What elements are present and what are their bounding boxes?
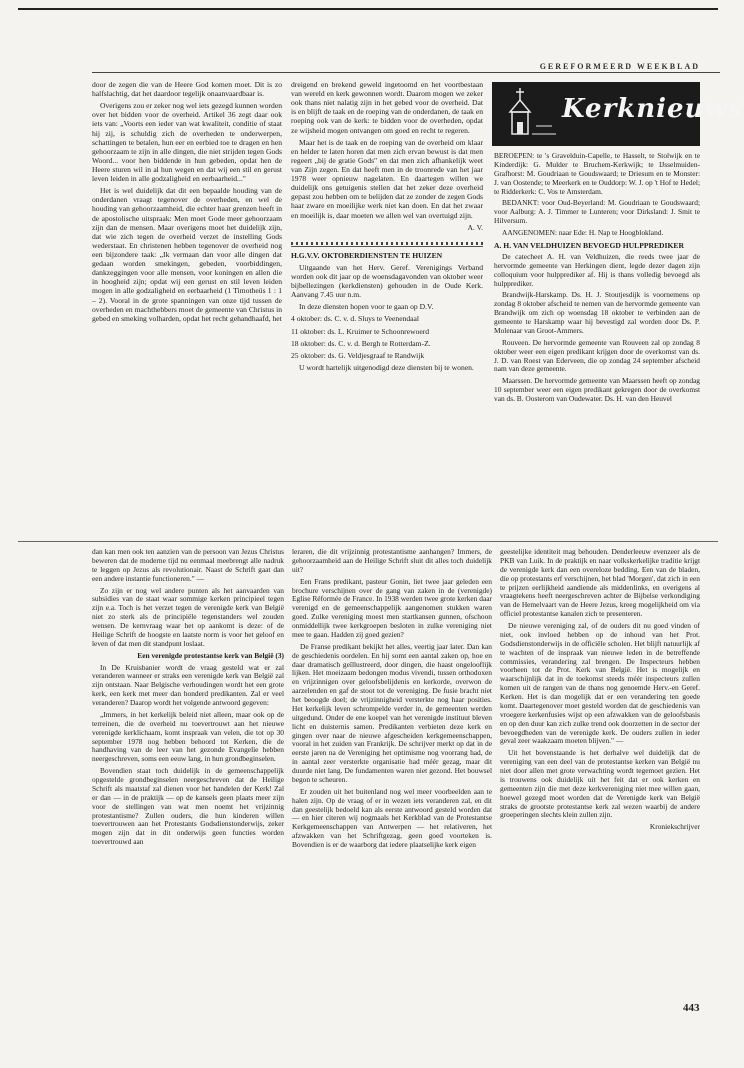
paragraph: In deze diensten hopen voor te gaan op D.V.: [299, 302, 434, 312]
lower-column-1: [92, 548, 284, 1008]
paragraph: Maar het is de taak en de roeping van de overheid om klaar en helder te laten horen dat men zich ervan bewust is dat men regeert „bij de gratie Gods" en dat men zich afhankelijk weet van Zijn zegen. En dat heeft men in de troonrede van het jaar 1978 weer opnieuw nagelaten. En daartegen willen we duidelijk ons getuigenis stellen dat het zeker deze overheid gepast zou hebben om te belijden dat ze zonder de zegen Gods haar zware en moeilijke werk niet kan doen. En dat het zwaar en moeilijk is, daar moeten we allen wel van overtuigd zijn.: [291, 137, 483, 220]
paragraph: Rouveen. De hervormde gemeente van Rouveen zal op zondag 8 oktober weer een eigen predikant krijgen door de overkomst van ds. J. D. van Roest van Ederveen, die op zondag 24 september afscheid nam van deze gemeente.: [494, 337, 700, 374]
page-number: 443: [683, 1002, 700, 1014]
paragraph: De Franse predikant bekijkt het alles, veertig jaar later. Dan kan de geschiedenis oordelen. En hij somt een aantal zaken op, hoe en daar dramatisch geïllustreerd, door dingen, die haast ongelooflijk lijken. Het moeizaam bedongen modus vivendi, tussen orthodoxen en vrijzinnigen over geloofsbelijdenis en kerkorde, overwon de aarzelenden en gaf de stoot tot de vereniging. De fusie bracht niet het beoogde doel; de vrijzinnigheid versterkte nog haar posities. Het kerkelijk leven schrompelde verder in, de gemeenten werden uitgedund. Onder de ene koepel van het verenigde instituut bleven licht en duisternis samen. Predikanten verbieten deze kerk en gingen over naar de nieuwe afgescheiden kerkgemeenschappen, vooral in het zuiden van Frankrijk. De schrijver merkt op dat in de eerste jaren na de Vereniging het optimisme nog voorrang had, de in aantal zeer versterkte organisatie had méér gezag, maar dit duurde niet lang. De fundamenten waren niet gezond. Het bouwsel begon te scheuren.: [292, 641, 492, 784]
list-item: 4 oktober: ds. C. v. d. Sluys te Veenendaal: [291, 314, 420, 324]
paragraph: Overigens zou er zeker nog wel iets gezegd kunnen worden over het bidden voor de overheid. Artikel 36 zegt daar ook iets van: „Voorts een ieder van wat kwaliteit, conditie of staat hij zij, is schuldig zich de overheden te onderwerpen, schattingen te betalen, hun eer en eerbied toe te dragen en hen gehoorzaam te zijn in alle dingen, die niet strijden tegen Gods Woord... voor hen biddende in hun gebeden, opdat hen de Heere sturen wil in al hun wegen en dat wij een stil en gerust leven leiden in alle godzaligheid en eerbaarheid...": [92, 101, 282, 184]
list-item: 11 oktober: ds. L. Kruimer te Schoonrewoerd: [291, 326, 430, 336]
paragraph: Bovendien staat toch duidelijk in de gemeenschappelijk opgestelde grondbeginselen neergeschreven dat de Heilige Schrift als maatstaf zal dienen voor het handelen der Kerk! Zal er dan — in de praktijk — op de kansels geen plaats meer zijn voor de stellingen van wat men noemt het vrijzinnig protestantisme? Zullen ouders, die hun kinderen willen toevertrouwen aan het Protestants Godsdienstonderwijs, zeker mogen zijn dat in dit onderwijs geen functies worden toevertrouwd aan: [92, 766, 284, 847]
signature: A. V.: [467, 222, 483, 232]
paragraph: geestelijke identiteit mag behouden. Denderleeuw evenzeer als de PKB van Luik. In de praktijk en naar volkskerkelijke traditie krijgt de verenigde kerk dan een overeloze bedding. Een van de bladen, die op protestants erf verschijnen, het blad 'Morgen', dat zich in een te prijzen eerlijkheid aandiende als middenlinks, en overigens al vraagtekens heeft neergeschreven achter de Bijbelse verkondiging van de Hemelvaart van de Heere Jezus, kreeg mogelijkheid om via officiel protestantse kanalen zich te presenteren.: [500, 547, 700, 619]
paragraph: Er zouden uit het buitenland nog wel meer voorbeelden aan te halen zijn. Op de vraag of er in wezen iets veranderen zal, en dit dan geestelijk bedoeld kan als eerste antwoord gesteld worden dat — en hier citeren wij nogmaals het Kerkblad van de Protestantse Kerkgemeenschappen van Antwerpen — het relativeren, het afzwakken van het Schriftgezag, geen goed voorteken is. Bovendien is er de waarborg dat iedere plaatselijke kerk eigen: [292, 786, 492, 849]
signature: Kroniekschrijver: [649, 822, 700, 832]
upper-column-3: [494, 152, 700, 538]
paragraph: In De Kruisbanier wordt de vraag gesteld wat er zal veranderen wanneer er straks een verenigde kerk van België zal zijn ontstaan. Naar Belgische verhoudingen wordt het een grote kerk, een kerk met meer dan honderd predikanten. Zal er veel veranderen? Daarop wordt het volgende antwoord gegeven:: [92, 662, 284, 707]
top-border: [18, 8, 718, 10]
section-title: H.G.V.V. OKTOBERDIENSTEN TE HUIZEN: [291, 250, 443, 260]
beroepen: BEROEPEN: te 's Gravelduin-Capelle, te Hasselt, te Stolwijk en te Kinderdijk: G. Mulder te Bruchem-Kerkwijk; te IJsselmuiden-Grafhorst: M. Goudriaan te Goudswaard; te Driesum en te Monster: J. van Oostende; te Meerkerk en te Ouddorp: W. J. op 't Hof te Hedel; te Ridderkerk: C. Vos te Amsterdam.: [494, 151, 700, 196]
list-item: 18 oktober: ds. C. v. d. Bergh te Rotterdam-Z.: [291, 338, 431, 348]
paragraph: „Immers, in het kerkelijk beleid niet alleen, maar ook op de terreinen, die de overheid nu toevertrouwt aan het nieuwe verenigde kerklichaam, komt inspraak van velen, die tot op 30 september 1978 nog hebben behoord tot Kerken, die de handhaving van de leer van het gezonde Evangelie hebben neergeschreven, soms een eeuw lang, in hun grondbeginselen.: [92, 709, 284, 764]
upper-column-1: [92, 80, 282, 538]
aangenomen: AANGENOMEN: naar Ede: H. Nap te Hoogblokland.: [502, 228, 664, 237]
paragraph: dan kan men ook ten aanzien van de persoon van Jezus Christus beweren dat de moderne tijd nu eenmaal meebrengt alle nadruk te leggen op Jezus als revolutionair. Naast de Schrift gaat dan een andere instantie functioneren." —: [92, 547, 284, 583]
bedankt: BEDANKT: voor Oud-Beyerland: M. Goudriaan te Goudswaard; voor Aalburg: A. J. Timmer te Lunteren; voor Dirksland: J. Smit te Hilversum.: [494, 198, 700, 226]
page-header: GEREFORMEERD WEEKBLAD: [539, 62, 700, 71]
church-icon: [496, 82, 566, 146]
upper-column-2: [291, 80, 483, 538]
section-rule: [18, 541, 718, 542]
paragraph: De catecheet A. H. van Veldhuizen, die reeds twee jaar de hervormde gemeente van Herkingen dient, legde dezer dagen zijn colloquium voor hulpprediker af. Hij is thans volledig bevoegd als hulpprediker.: [494, 251, 700, 288]
lower-column-3: [500, 548, 700, 988]
section-title: A. H. VAN VELDHUIZEN BEVOEGD HULPPREDIKER: [494, 240, 684, 250]
list-item: 25 oktober: ds. G. Veldjesgraaf te Randwijk: [291, 350, 425, 360]
paragraph: Een Frans predikant, pasteur Gonin, liet twee jaar geleden een brochure verschijnen over de gang van zaken in de (verenigde) Eglise Réformée de France. In 1938 werden twee grote kerken daar verenigd en de gemeenschappelijk aangenomen stukken waren goed. Zulke vereniging moest men startkansen gunnen, ofschoon onmiddellijk twee kerkgroepen besloten in zulke vereniging niet mee te gaan. Hadden zij goed gezien?: [292, 576, 492, 639]
header-rule: [92, 72, 720, 73]
banner-title: Kerknieuws: [562, 94, 744, 124]
ornament-divider: [291, 238, 483, 247]
paragraph: Brandwijk-Harskamp. Ds. H. J. Stoutjesdijk is voornemens op zondag 8 oktober afscheid te nemen van de hervormde gemeente van Brandwijk om zich op woensdag 18 oktober te verbinden aan de gemeente te Harskamp waar hij bevestigd zal worden door Ds. P. Molenaar van Groot-Ammers.: [494, 290, 700, 335]
paragraph: leraren, die dit vrijzinnig protestantisme aanhangen? Immers, de gehoorzaamheid aan de Heilige Schrift sluit dit alles toch duidelijk uit?: [292, 547, 492, 574]
paragraph: Zo zijn er nog wel andere punten als het aanvaarden van subsidies van de staat waar sommige kerken principieel tegen zijn e.a. Toch is het verzet tegen de verenigde kerk van België niet zo sterk als de principiële tegenstanders wel zouden wensen. De kernvraag waar het op aankomt is deze: of de Heilige Schrift de hoogste en laatste norm is voor het geloof en leven of dat men dit standpunt loslaat.: [92, 585, 284, 648]
paragraph: U wordt hartelijk uitgenodigd deze diensten bij te wonen.: [299, 362, 474, 372]
lower-column-2: [292, 548, 492, 1008]
paragraph: dreigend en brekend geweld ingetoomd en het voortbestaan van wereld en kerk gewonnen wordt. Daarom mogen we zeker ook thans niet nalatig zijn in het gebed voor de overheid. Dat is en blijft de taak en de roeping van de onderdanen, de taak en roeping ook van de kerk: te bidden voor de overheden, opdat ze wijsheid mogen ontvangen om goed en recht te regeren.: [291, 80, 483, 135]
paragraph: door de zegen die van de Heere God komen moet. Dit is zo halfslachtig, dat het daardoor tegelijk onaanvaardbaar is.: [92, 80, 282, 99]
paragraph: De nieuwe vereniging zal, of de ouders dit nu goed vinden of niet, ook invloed hebben op de inhoud van het Prot. Godsdienstonderwijs in de officiële scholen. Het blijft natuurlijk af te wachten of de inspraak van nieuwe leden in de betreffende commissies, verandering zal brengen. De Inspecteurs hebben voorheen tot de Prot. Kerk van België. Het is mogelijk en waarschijnlijk dat in de toekomst steeds méér inspecteurs zullen komen uit de rangen van de thans nog genoemde Herv.-en Geref. Kerken. Het is dan mogelijk dat er een verandering ten goede komt. Daartegenover moet gesteld worden dat de geschiedenis van vroegere kerkenfusies wijst op een afzwakken van de geloofsbasis en op den duur kan zich zulke trend ook doorzetten in de sector der bevoegdheden van de verenigde kerk. De ouders zullen in ieder geval zeer waakzaam moeten blijven." —: [500, 621, 700, 746]
kerknieuws-banner: [492, 82, 744, 146]
paragraph: Uitgaande van het Herv. Geref. Verenigings Verband worden ook dit jaar op de woensdagavonden van oktober weer bijbellezingen (kerkdiensten) gehouden in de Oude Kerk. Aanvang 7.45 uur n.m.: [291, 262, 483, 300]
paragraph: Het is wel duidelijk dat dit een bepaalde houding van de onderdanen vraagt tegenover de overheden, en wel de houding van gehoorzaamheid, die echter haar grenzen heeft in de apostolische uitspraak: Men moet Gode meer gehoorzaam zijn dan de mensen. Maar overigens moet het duidelijk zijn, dat wie zich tegen de overheid verzet de instelling Gods wederstaat. En christenen hebben tegenover de overheid nog een bijzondere taak: „Ik vermaan dan voor alle dingen dat gedaan worden smekingen, gebeden, voorbiddingen, dankzeggingen voor alle mensen, voor koningen en allen die in hoogheid zijn; opdat wij een gerust en stil leven leiden mogen in alle godzaligheid en eerbaarheid (1 Timotheüs 1 : 1 – 2). Vooral in de grote spanningen van onze tijd tussen de overheden en machthebbers moet de gemeente van Christus in gebed en smeking volharden, opdat het recht gehandhaafd, het: [92, 186, 282, 323]
article-title: Een verenigde protestantse kerk van België (3): [137, 650, 284, 660]
paragraph: Maarssen. De hervormde gemeente van Maarssen heeft op zondag 10 september weer een eigen predikant gekregen door de overkomst van ds. B. Oosterom van Oudewater. Ds. H. van den Heuvel: [494, 376, 700, 404]
paragraph: Uit het bovenstaande is het derhalve wel duidelijk dat de vereniging van een deel van de protestantse kerken van België nu niet door allen met grote verwachting wordt tegemoet gezien. Het is trouwens ook duidelijk uit het feit dat er ook kerken en gemeenten zijn die met deze kerkvereniging niet mee willen gaan, hoewel gezegd moet worden dat de Verenigde kerk van België straks de grootste protestantse kerk zal wezen waarbij de andere groeperingen slechts klein zullen zijn.: [500, 748, 700, 820]
